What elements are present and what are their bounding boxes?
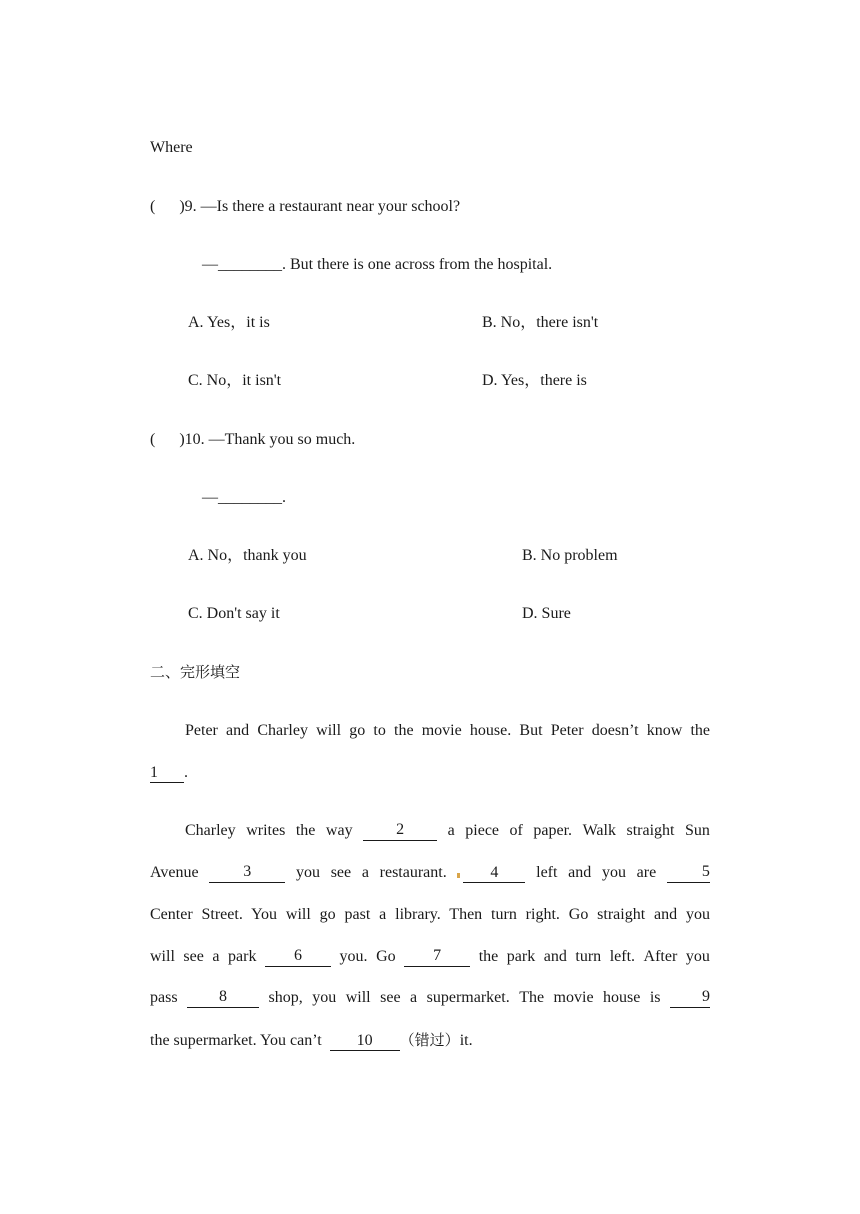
q10-option-a[interactable]: A. No，thank you xyxy=(188,547,307,564)
q9-option-a[interactable]: A. Yes，it is xyxy=(188,314,270,331)
answer-parentheses[interactable]: ( ) xyxy=(150,198,185,215)
q9-option-c[interactable]: C. No，it isn't xyxy=(188,372,282,389)
blank-10[interactable]: 10 xyxy=(330,1032,400,1051)
highlight-mark xyxy=(457,873,460,878)
passage-line-5: will see a park 6 you. Go 7 the park and turn left. After you xyxy=(150,947,710,965)
question-9-reply: —________. But there is one across from the hospital. xyxy=(202,256,553,273)
blank-5[interactable]: 5 xyxy=(667,863,710,883)
passage-line-1: Peter and Charley will go to the movie house. But Peter doesn’t know the xyxy=(185,722,710,739)
answer-parentheses[interactable]: ( ) xyxy=(150,431,185,448)
q9-option-d[interactable]: D. Yes，there is xyxy=(482,372,587,389)
blank-1[interactable]: 1 xyxy=(150,764,184,783)
previous-answer-word: Where xyxy=(150,139,193,156)
q9-option-b[interactable]: B. No，there isn't xyxy=(482,314,599,331)
passage-line-7: the supermarket. You can’t 10 （错过）it. xyxy=(150,1031,473,1049)
question-10-reply: —________. xyxy=(202,489,286,506)
passage-line-2: Charley writes the way 2 a piece of paper. Walk straight Sun xyxy=(185,821,710,839)
question-9 xyxy=(150,197,460,217)
question-10-stem: 10. —Thank you so much. xyxy=(184,431,356,448)
passage-line-1b: 1 . xyxy=(150,764,188,781)
section-heading: 二、完形填空 xyxy=(150,663,241,681)
blank-2[interactable]: 2 xyxy=(363,821,437,841)
q10-option-d[interactable]: D. Sure xyxy=(522,605,571,622)
q10-option-c[interactable]: C. Don't say it xyxy=(188,605,280,622)
blank-6[interactable]: 6 xyxy=(265,947,331,967)
blank-3[interactable]: 3 xyxy=(209,863,285,883)
blank-4[interactable]: 4 xyxy=(463,864,525,883)
chinese-gloss: （错过） xyxy=(399,1031,460,1049)
passage-line-4: Center Street. You will go past a library. Then turn right. Go straight and you xyxy=(150,906,710,923)
blank-8[interactable]: 8 xyxy=(187,988,259,1008)
passage-line-3: Avenue 3 you see a restaurant. 4 left and you are 5 xyxy=(150,863,710,881)
question-9-stem: 9. —Is there a restaurant near your school? xyxy=(184,198,461,215)
question-10 xyxy=(150,430,355,450)
q10-option-b[interactable]: B. No problem xyxy=(522,547,618,564)
passage-line-6: pass 8 shop, you will see a supermarket. The movie house is 9 xyxy=(150,988,710,1006)
blank-9[interactable]: 9 xyxy=(670,988,710,1008)
blank-7[interactable]: 7 xyxy=(404,947,470,967)
